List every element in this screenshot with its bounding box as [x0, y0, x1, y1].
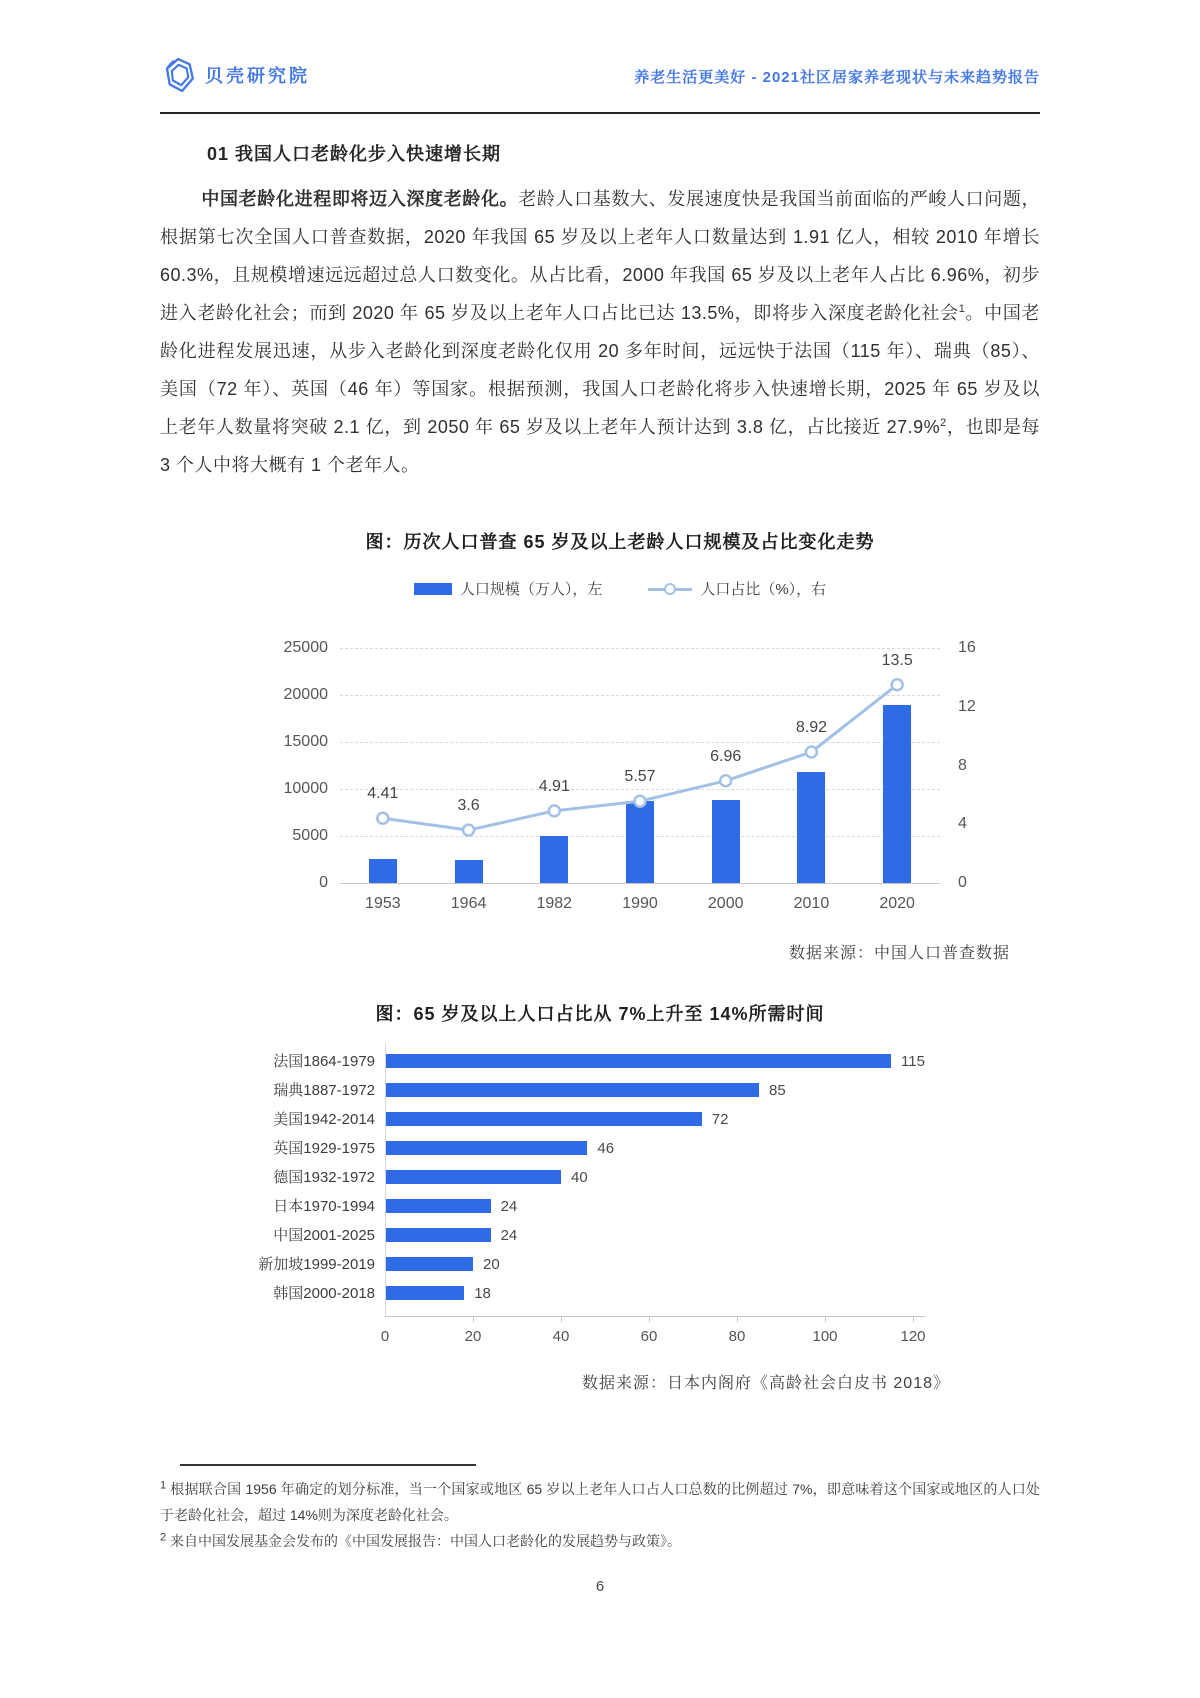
- paragraph-part2: 。中国老龄化进程发展迅速，从步入老龄化到深度老龄化仅用 20 多年时间，远远快于法国（115 年）、瑞典（85）、美国（72 年）、英国（46 年）等国家。根据预测，我国人口老龄化将步入快速增长期，2025 年 65 岁及以上老年人数量将突破 2.1 亿，到 2050 年 65 岁及以上老年人预计达到 3.8 亿，占比接近 27.9%: [160, 303, 1041, 437]
- duration-bar: [385, 1257, 473, 1271]
- x-axis-tick-label: 80: [728, 1328, 746, 1345]
- footnote-2: [160, 1528, 1040, 1554]
- right-axis-tick-label: 16: [958, 639, 976, 656]
- census-combo-chart: [230, 528, 1010, 973]
- line-marker-icon: [377, 813, 388, 824]
- footnote-divider: [180, 1464, 476, 1466]
- country-category-label: 瑞典1887-1972: [273, 1082, 375, 1099]
- country-category-label: 美国1942-2014: [273, 1111, 375, 1128]
- bar-value-label: 18: [474, 1285, 491, 1302]
- country-category-label: 法国1864-1979: [273, 1053, 375, 1070]
- x-axis-category-label: 2000: [707, 895, 744, 912]
- x-axis-tick-label: 100: [812, 1328, 838, 1345]
- country-category-label: 英国1929-1975: [273, 1140, 375, 1157]
- left-axis-tick-label: 5000: [292, 827, 328, 844]
- country-category-label: 中国2001-2025: [273, 1227, 375, 1244]
- x-axis-category-label: 1964: [450, 895, 487, 912]
- footnote-ref-2: 2: [940, 417, 947, 429]
- bar-value-label: 24: [500, 1198, 518, 1215]
- line-point-label: 5.57: [624, 768, 656, 786]
- footnote-1-text: 根据联合国 1956 年确定的划分标准，当一个国家或地区 65 岁以上老年人口占人口总数的比例超过 7%，即意味着这个国家或地区的人口处于老龄化社会，超过 14%则为深度老龄化社会。: [160, 1481, 1041, 1523]
- right-axis-tick-label: 8: [958, 756, 967, 774]
- page-number: 6: [595, 1578, 605, 1595]
- line-point-label: 6.96: [710, 747, 742, 765]
- duration-bar: [385, 1199, 491, 1213]
- legend-item-line: [648, 578, 826, 599]
- footnote-2-marker: 2: [160, 1531, 167, 1544]
- x-axis-tick: [825, 1316, 826, 1322]
- x-axis-category-label: 1953: [365, 895, 401, 912]
- x-axis-line: [385, 1316, 925, 1317]
- line-marker-icon: [635, 796, 646, 807]
- bar-legend-label: 人口规模（万人），左: [459, 581, 603, 598]
- right-axis-tick-label: 12: [958, 697, 976, 715]
- line-swatch-icon: [648, 583, 692, 595]
- bar-value-label: 115: [901, 1053, 925, 1070]
- header-divider: [160, 112, 1040, 114]
- paragraph-part3: ，也即是每 3 个人中将大概有 1 个老年人。: [160, 417, 1040, 475]
- line-point-label: 4.91: [538, 777, 570, 795]
- country-category-label: 新加坡1999-2019: [258, 1256, 375, 1273]
- body-paragraph: [160, 180, 1040, 484]
- share-line-series: [340, 648, 940, 883]
- duration-bar: [385, 1054, 891, 1068]
- bar-value-label: 40: [571, 1169, 588, 1186]
- left-axis-tick-label: 20000: [283, 686, 328, 703]
- bar-value-label: 20: [483, 1256, 500, 1273]
- line-marker-icon: [892, 679, 903, 690]
- census-chart-legend: [230, 578, 1010, 599]
- bar-swatch-icon: [414, 583, 452, 595]
- y-axis-line: [385, 1043, 386, 1316]
- duration-bar: [385, 1141, 587, 1155]
- country-category-label: 日本1970-1994: [273, 1198, 375, 1215]
- left-axis-tick-label: 10000: [283, 780, 328, 797]
- legend-item-bar: [414, 578, 603, 599]
- x-axis-tick: [649, 1316, 650, 1322]
- x-axis-category-label: 1990: [622, 895, 658, 912]
- line-point-label: 4.41: [367, 785, 399, 803]
- bar-value-label: 85: [769, 1082, 786, 1099]
- footnote-2-text: 来自中国发展基金会发布的《中国发展报告：中国人口老龄化的发展趋势与政策》。: [170, 1533, 682, 1549]
- paragraph-part1: 老龄人口基数大、发展速度快是我国当前面临的严峻人口问题，根据第七次全国人口普查数据，2020 年我国 65 岁及以上老年人口数量达到 1.91 亿人，相较 2010 年增长 60.3%，且规模增速远远超过总人口数变化。从占比看，2000 年我国 65 岁及以上老年人占比 6.96%，初步进入老龄化社会；而到 2020 年 65 岁及以上老年人口占比已达 13.5%，即将步入深度老龄化社会: [160, 189, 1040, 323]
- duration-bar: [385, 1286, 464, 1300]
- line-marker-icon: [720, 775, 731, 786]
- line-point-label: 13.5: [881, 651, 913, 669]
- x-axis-tick-label: 20: [464, 1328, 482, 1345]
- line-marker-icon: [549, 805, 560, 816]
- census-chart-source: 数据来源：中国人口普查数据: [788, 945, 1010, 962]
- left-axis-tick-label: 0: [319, 874, 328, 891]
- beike-shell-logo-icon: [163, 56, 195, 94]
- line-marker-icon: [806, 746, 817, 757]
- bar-value-label: 46: [597, 1140, 615, 1157]
- line-marker-icon: [463, 825, 474, 836]
- aging-chart-title: 图：65 岁及以上人口占比从 7%上升至 14%所需时间: [375, 1004, 825, 1024]
- report-header-title: 养老生活更美好 - 2021社区居家养老现状与未来趋势报告: [634, 69, 1040, 86]
- x-axis-tick: [737, 1316, 738, 1322]
- bar-value-label: 72: [711, 1111, 729, 1128]
- x-axis-category-label: 2020: [879, 895, 915, 912]
- duration-bar: [385, 1083, 759, 1097]
- line-point-label: 3.6: [457, 797, 480, 815]
- paragraph-bold-lead: 中国老龄化进程即将迈入深度老龄化。: [201, 189, 519, 209]
- x-axis-tick-label: 120: [900, 1328, 926, 1345]
- country-category-label: 韩国2000-2018: [273, 1285, 375, 1302]
- footnotes-block: [160, 1476, 1040, 1554]
- footnote-1: [160, 1476, 1040, 1528]
- x-axis-tick-label: 60: [640, 1328, 658, 1345]
- right-axis-tick-label: 0: [958, 874, 967, 891]
- x-axis-category-label: 1982: [536, 895, 573, 912]
- line-legend-label: 人口占比（%），右: [700, 581, 827, 598]
- logo-text: 贝壳研究院: [205, 66, 310, 86]
- left-axis-tick-label: 15000: [283, 733, 328, 750]
- header-logo: [163, 56, 310, 94]
- bar-value-label: 24: [500, 1227, 518, 1244]
- x-axis-tick-label: 40: [552, 1328, 570, 1345]
- aging-duration-chart: [180, 972, 1020, 1412]
- footnote-ref-1: 1: [958, 303, 966, 315]
- aging-plot-area: [180, 1047, 1020, 1347]
- duration-bar: [385, 1170, 561, 1184]
- x-axis-tick: [913, 1316, 914, 1322]
- x-axis-tick: [561, 1316, 562, 1322]
- x-axis-tick-label: 0: [380, 1328, 390, 1345]
- right-axis-tick-label: 4: [958, 815, 967, 833]
- duration-bar: [385, 1228, 491, 1242]
- census-plot-area: [283, 639, 976, 912]
- section-heading: 01 我国人口老龄化步入快速增长期: [207, 144, 502, 164]
- census-chart-title: 图：历次人口普查 65 岁及以上老龄人口规模及占比变化走势: [365, 532, 875, 552]
- line-point-label: 8.92: [795, 718, 827, 736]
- aging-chart-source: 数据来源：日本内阁府《高龄社会白皮书 2018》: [581, 1375, 950, 1392]
- duration-bar: [385, 1112, 702, 1126]
- x-axis-category-label: 2010: [793, 895, 830, 912]
- left-axis-tick-label: 25000: [283, 639, 328, 656]
- x-axis-tick: [473, 1316, 474, 1322]
- country-category-label: 德国1932-1972: [273, 1169, 375, 1186]
- footnote-1-marker: 1: [160, 1479, 167, 1492]
